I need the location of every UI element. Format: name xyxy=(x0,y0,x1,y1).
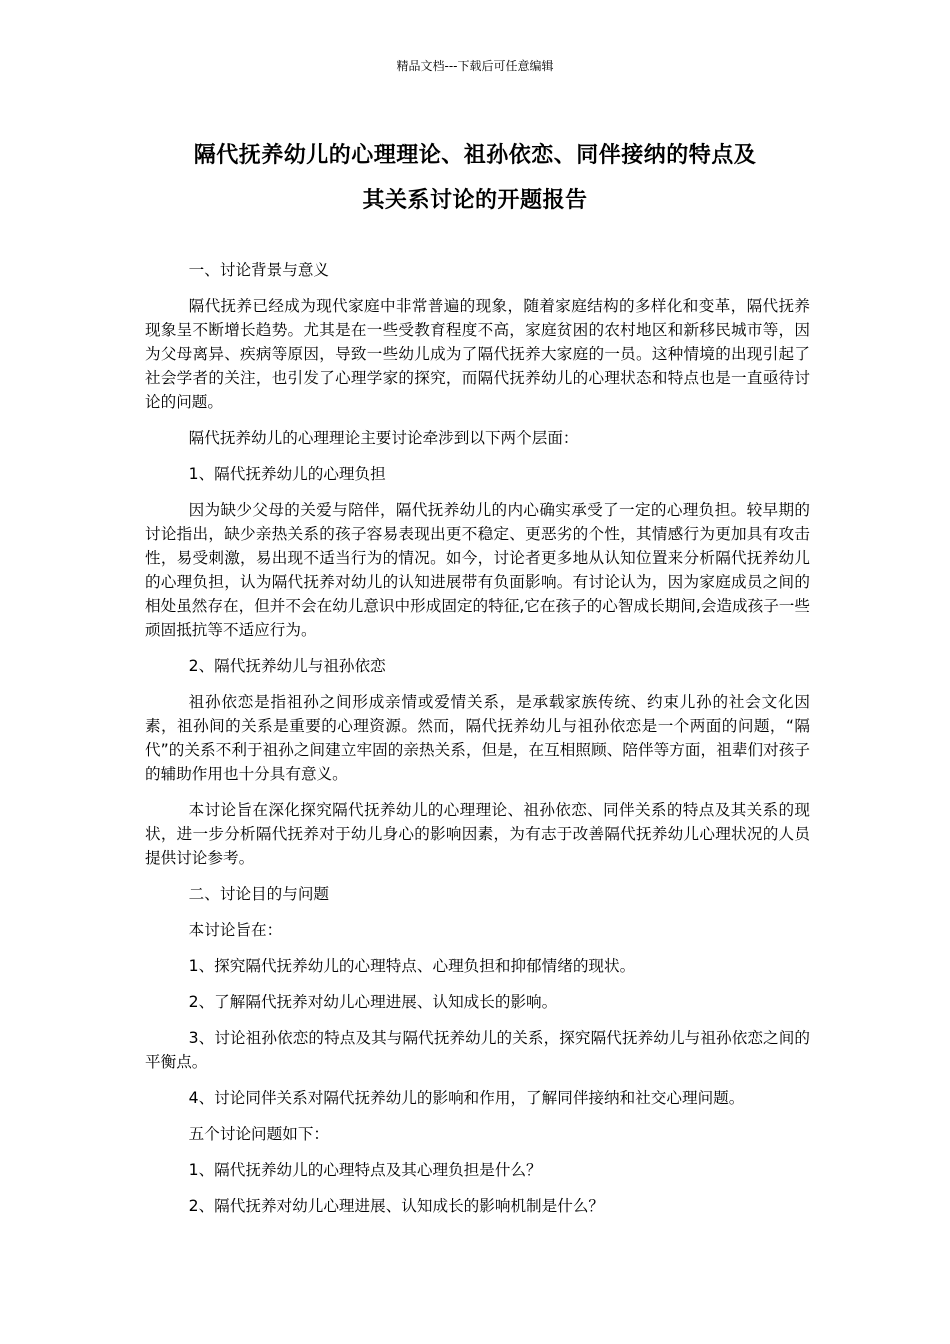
subheading: 1、隔代抚养幼儿的心理负担 xyxy=(188,465,386,483)
list-item: 2、了解隔代抚养对幼儿心理进展、认知成长的影响。 xyxy=(188,993,558,1011)
paragraph: 隔代抚养幼儿的心理理论主要讨论牵涉到以下两个层面： xyxy=(188,429,579,447)
list-item: 4、讨论同伴关系对隔代抚养幼儿的影响和作用，了解同伴接纳和社交心理问题。 xyxy=(188,1089,745,1107)
document-title xyxy=(145,133,805,223)
section-heading-background: 一、讨论背景与意义 xyxy=(188,261,330,279)
title-line-1: 隔代抚养幼儿的心理理论、祖孙依恋、同伴接纳的特点及 xyxy=(193,143,757,168)
subheading: 2、隔代抚养幼儿与祖孙依恋 xyxy=(188,657,386,675)
list-item: 1、隔代抚养幼儿的心理特点及其心理负担是什么？ xyxy=(188,1161,542,1179)
list-item: 1、探究隔代抚养幼儿的心理特点、心理负担和抑郁情绪的现状。 xyxy=(188,957,636,975)
paragraph: 祖孙依恋是指祖孙之间形成亲情或爱情关系，是承载家族传统、约束儿孙的社会文化因素，祖孙间的关系是重要的心理资源。然而，隔代抚养幼儿与祖孙依恋是一个两面的问题，“隔代”的关系不利于祖孙之间建立牢固的亲热关系，但是，在互相照顾、陪伴等方面，祖辈们对孩子的辅助作用也十分具有意义。 xyxy=(145,693,810,783)
section-heading-objectives: 二、讨论目的与问题 xyxy=(188,885,330,903)
document-body xyxy=(145,258,810,1230)
page-header: 精品文档---下载后可任意编辑 xyxy=(396,59,554,73)
title-line-2: 其关系讨论的开题报告 xyxy=(362,188,588,213)
paragraph: 隔代抚养已经成为现代家庭中非常普遍的现象，随着家庭结构的多样化和变革，隔代抚养现象呈不断增长趋势。尤其是在一些受教育程度不高，家庭贫困的农村地区和新移民城市等，因为父母离异、疾病等原因，导致一些幼儿成为了隔代抚养大家庭的一员。这种情境的出现引起了社会学者的关注，也引发了心理学家的探究，而隔代抚养幼儿的心理状态和特点也是一直亟待讨论的问题。 xyxy=(145,297,810,411)
paragraph: 本讨论旨在深化探究隔代抚养幼儿的心理理论、祖孙依恋、同伴关系的特点及其关系的现状，进一步分析隔代抚养对于幼儿身心的影响因素，为有志于改善隔代抚养幼儿心理状况的人员提供讨论参考。 xyxy=(145,801,810,867)
paragraph: 本讨论旨在： xyxy=(188,921,283,939)
list-item: 3、讨论祖孙依恋的特点及其与隔代抚养幼儿的关系，探究隔代抚养幼儿与祖孙依恋之间的平衡点。 xyxy=(145,1029,810,1071)
list-item: 2、隔代抚养对幼儿心理进展、认知成长的影响机制是什么？ xyxy=(188,1197,605,1215)
paragraph: 因为缺少父母的关爱与陪伴，隔代抚养幼儿的内心确实承受了一定的心理负担。较早期的讨论指出，缺少亲热关系的孩子容易表现出更不稳定、更恶劣的个性，其情感行为更加具有攻击性，易受刺激，易出现不适当行为的情况。如今，讨论者更多地从认知位置来分析隔代抚养幼儿的心理负担，认为隔代抚养对幼儿的认知进展带有负面影响。有讨论认为，因为家庭成员之间的相处虽然存在，但并不会在幼儿意识中形成固定的特征,它在孩子的心智成长期间,会造成孩子一些顽固抵抗等不适应行为。 xyxy=(145,501,810,639)
paragraph: 五个讨论问题如下： xyxy=(188,1125,330,1143)
